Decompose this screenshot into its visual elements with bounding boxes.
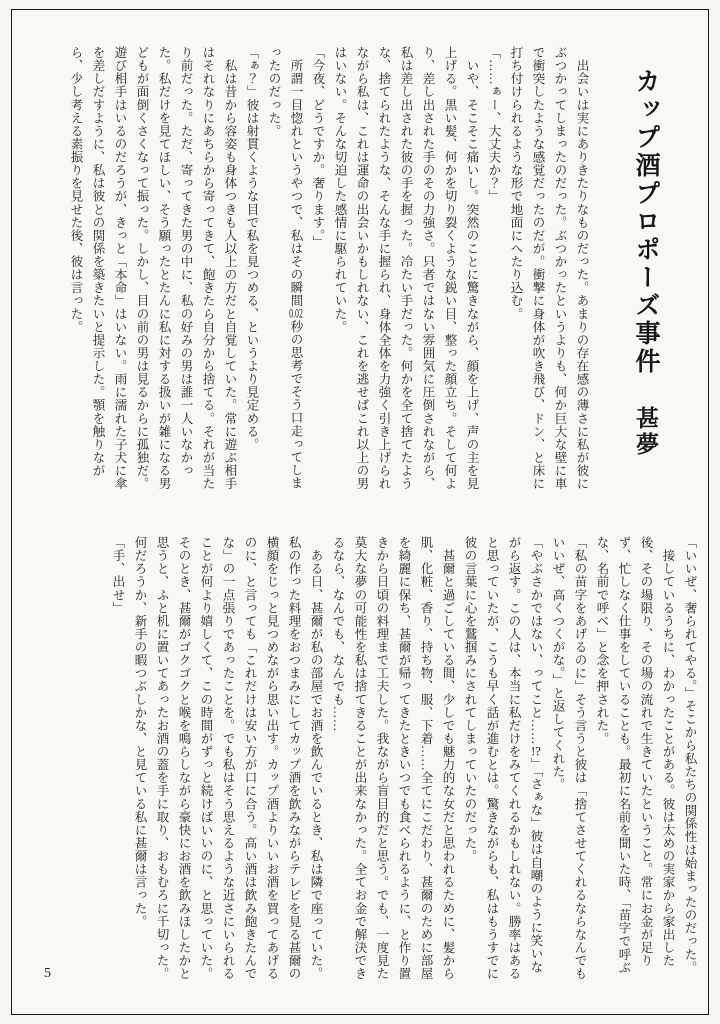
story-paragraph: 「ぁ？」彼は射貫くような目で私を見つめる、というより見定める。 (245, 46, 259, 451)
story-paragraph: 「やぶさかではない、ってこと……!?」「さぁな」彼は自嘲のように笑いながら返す。この人は、本当に私だけをみてくれるかもしれない。勝率はあると思っていたが、こうも早く話が進むとは。驚きながらも、私はもうすでに彼の言葉に心を鷲掴みにされてしまっていたのだった。 (463, 536, 543, 981)
story-text-block-top (65, 46, 593, 494)
story-paragraph: 「手、出せ」 (111, 536, 125, 615)
page-number: 5 (44, 966, 52, 981)
story-title-block (627, 68, 663, 458)
story-paragraph: ある日、甚爾が私の部屋でお酒を飲んでいるとき、私は隣で座っていた。私の作った料理をおつまみにしてカップ酒を飲みながらテレビを見る甚爾の横顔をじっと見つめながら思い出す。カップ酒よりいいお酒を買ってあげるのに、と言っても「これだけは安い方が口に合う。高い酒は飲み飽きたんでな」の一点張りであったことを。でも私はそう思えるような近さにいられることが何より嬉しくて、この時間がずっと続けばいいのに、と思っていた。そのとき、甚爾がゴクゴクと喉を鳴らしながら豪快にお酒を飲みほしたかと思うと、ふと机に置いてあったお酒の蓋を手に取り、おもむろに千切った。何だろうか、新手の暇つぶしかな、と見ている私に甚爾は言った。 (133, 536, 323, 981)
story-paragraph: 出会いは実にありきたりなものだった。あまりの存在感の薄さに私が彼にぶつかってしまったのだった。ぶつかったというよりも、何か巨大な壁に車で衝突したような感覚だったのだが。衝撃に身体が吹き飛び、ドン、と床に打ち付けられるような形で地面にへたり込む。 (509, 46, 589, 491)
story-paragraph: 所謂一目惚れというやつで、私はその瞬間0.02秒の思考でそう口走ってしまったのだった。 (267, 46, 303, 490)
tatechuyoko-run: 0.02 (289, 307, 303, 320)
story-paragraph: 私は昔から容姿も身体つきも人以上の方だと自覚していた。常に遊ぶ相手はそれなりにあちらから寄ってきて、飽きたら自分から捨てる。それが当たり前だった。ただ、寄ってきた男の中に、私の好みの男は誰一人いなかった。私だけを見てほしい、そう願ったとたんに私に対する扱いが雑になる男どもが面倒くさくなって振った。しかし、目の前の男は見るからに孤独だ。遊び相手はいるのだろうが、きっと「本命」はいない。雨に濡れた子犬に傘を差しだすように、私は彼との関係を築きたいと提示した。顎を触りながら、少し考える素振りを見せた後、彼は言った。 (69, 46, 237, 491)
story-paragraph: 「私の苗字をあげるのに」そう言うと彼は「捨てさせてくれるならなんでもいいぜ、高くつくがな。」と返してくれた。 (551, 536, 587, 981)
story-paragraph: 甚爾と過ごしている間、少しでも魅力的な女だと思われるために、髪から肌、化粧、香り、持ち物、服、下着……全てにこだわり、甚爾のために部屋を綺麗に保ち、甚爾が帰ってきたときいつでも食べられるように、と作り置きから日頃の料理まで工夫した。我ながら盲目的だと思う。でも、一度見た莫大な夢の可能性を私は捨てきることが出来なかった。全てお金で解決できるなら、なんでも、なんでも…… (331, 536, 455, 981)
story-paragraph: 「いいぜ、奢られてやる。」そこから私たちの関係性は始まったのだった。 (683, 536, 697, 974)
author-name: 甚夢 (633, 406, 658, 458)
story-paragraph: 接しているうちに、わかったことがある。彼は太めの実家から家出した後、その場限り、その場の流れで生きていたということ。常にお金が足りず、忙しなく仕事をしていることも。最初に名前を聞いた時、「苗字で呼ぶな、名前で呼べ」と念を押された。 (595, 536, 675, 974)
story-paragraph: 「……ぁー、大丈夫か？」 (487, 46, 501, 203)
tatechuyoko-run: !? (531, 745, 541, 758)
story-paragraph: 「今夜、どうですか。奢ります。」 (311, 46, 325, 249)
story-paragraph: いや、そこそこ痛いし。突然のことに驚きながら、顔を上げ、声の主を見上げる。黒い髪、何かを切り裂くような鋭い目、整った顔立ち。そして何より、差し出された手のその力強さ。只者ではない雰囲気に圧倒されながら、私は差し出された彼の手を握った。冷たい手だった。何かを全て捨てたような、捨てられたような、そんな手に握られ、身体全体を力強く引き上げられながら私は、これは運命の出会いかもしれない、これを逃せばこれ以上の男はいない。そんな切迫した感情に駆られていた。 (333, 46, 479, 491)
story-text-block-bottom (107, 536, 701, 984)
story-title: カップ酒プロポーズ事件 (632, 68, 659, 376)
